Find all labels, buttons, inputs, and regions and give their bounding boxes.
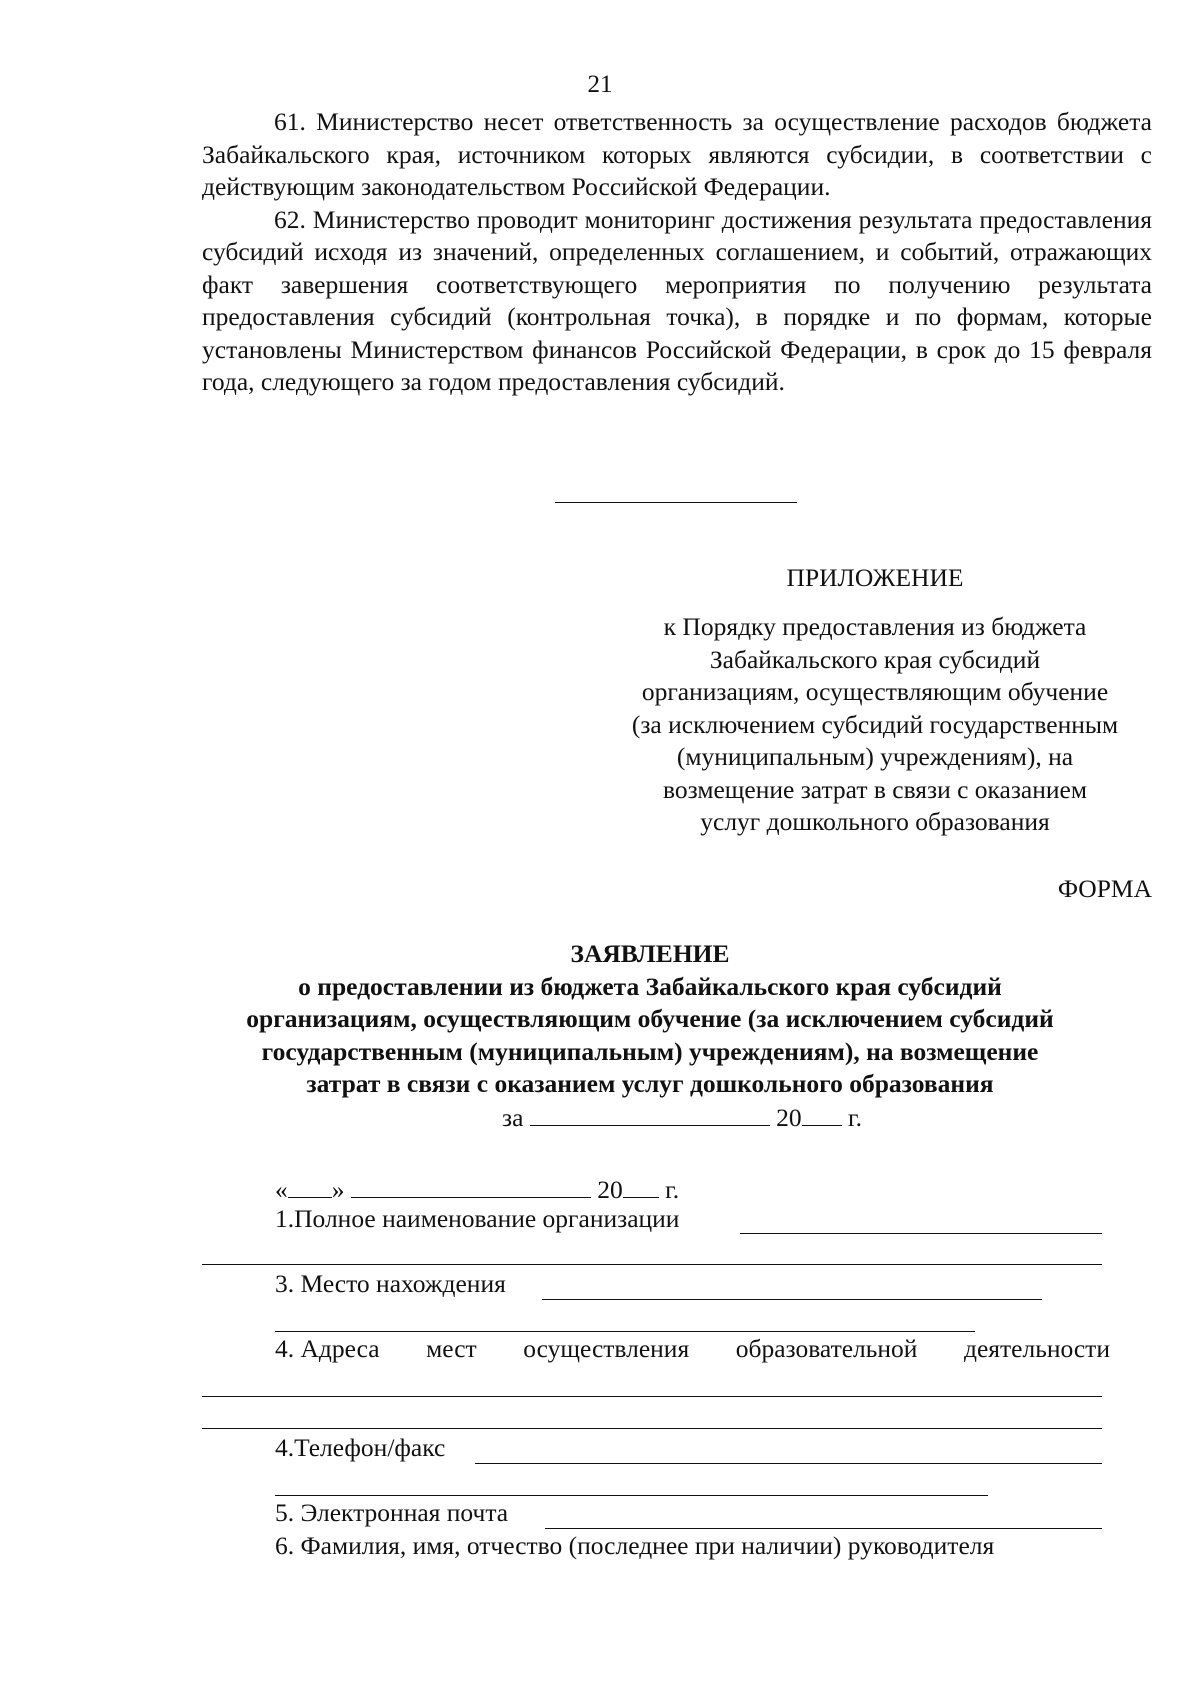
form-subtitle-line: о предоставлении из бюджета Забайкальского края субсидий (298, 971, 1002, 1001)
annex-line: к Порядку предоставления из бюджета (663, 612, 1087, 641)
field-1-label: 1.Полное наименование организации (275, 1204, 680, 1233)
field-1-blank[interactable] (740, 1233, 1102, 1234)
annex-reference (600, 611, 1150, 839)
field-4-addresses-blank-continued[interactable] (202, 1428, 1102, 1429)
field-3-blank[interactable] (542, 1299, 1042, 1300)
period-line (502, 1100, 862, 1135)
annex-line: возмещение затрат в связи с оказанием (663, 774, 1087, 804)
form-title: ЗАЯВЛЕНИЕ (570, 939, 730, 968)
period-prefix: за (502, 1103, 524, 1132)
paragraph-62: 62. Министерство проводит мониторинг достижения результата предоставления субсидий исходя из значений, определенных соглашением, и событий, отражающих факт завершения соответствующего мероприятия по получению результата предоставления субсидий (контрольная точка), в порядке и по формам, которые установлены Министерством финансов Российской Федерации, в срок до 15 февраля года, следующего за годом предоставления субсидий. (202, 204, 1152, 396)
field-phone-fax-label: 4.Телефон/факс (275, 1433, 446, 1462)
field-4-addresses-label (275, 1333, 1110, 1366)
page-number: 21 (587, 71, 613, 98)
form-subtitle-line: государственным (муниципальным) учреждениям), на возмещение (261, 1036, 1039, 1066)
field-4-word: мест (426, 1334, 477, 1363)
annex-line: (за исключением субсидий государственным (631, 709, 1119, 739)
period-year-prefix: 20 (776, 1103, 802, 1132)
field-1-blank-continued[interactable] (202, 1264, 1102, 1265)
date-open-quote: « (275, 1175, 288, 1204)
annex-title: ПРИЛОЖЕНИЕ (786, 563, 964, 592)
annex-line: (муниципальным) учреждениям), на (676, 742, 1074, 771)
annex-line: Забайкальского края субсидий (709, 644, 1041, 674)
date-month-blank[interactable] (351, 1172, 591, 1198)
date-line (275, 1172, 679, 1207)
paragraph-61: 61. Министерство несет ответственность за осуществление расходов бюджета Забайкальского края, источником которых являются субсидии, в соответствии с действующим законодательством Российской Федерации. (202, 107, 1152, 201)
field-4-word: 4. Адреса (275, 1334, 380, 1363)
form-subtitle-line: организациям, осуществляющим обучение (за исключением субсидий (246, 1004, 1054, 1033)
body-text (202, 106, 1152, 399)
field-3-label: 3. Место нахождения (275, 1269, 506, 1298)
field-5-email-blank[interactable] (545, 1528, 1102, 1529)
field-4-word: осуществления (523, 1334, 690, 1363)
field-phone-fax-blank[interactable] (475, 1463, 1102, 1464)
annex-line: организациям, осуществляющим обучение (641, 677, 1109, 706)
field-5-email-label: 5. Электронная почта (275, 1498, 509, 1527)
date-close-quote: » (331, 1175, 345, 1204)
period-month-blank[interactable] (530, 1100, 770, 1126)
period-year-blank[interactable] (802, 1100, 842, 1126)
annex-line: услуг дошкольного образования (700, 807, 1050, 836)
form-subtitle-line: затрат в связи с оказанием услуг дошкольного образования (306, 1069, 994, 1098)
field-4-word: деятельности (963, 1334, 1110, 1363)
field-3-blank-continued[interactable] (275, 1331, 975, 1332)
section-divider (555, 502, 797, 503)
field-4-word: образовательной (735, 1334, 918, 1363)
date-year-blank[interactable] (623, 1172, 659, 1198)
date-year-prefix: 20 (597, 1175, 623, 1204)
date-day-blank[interactable] (288, 1172, 332, 1198)
date-suffix: г. (665, 1175, 680, 1204)
field-phone-fax-blank-continued[interactable] (275, 1495, 988, 1496)
form-heading (150, 938, 1150, 1101)
form-label: ФОРМА (1057, 874, 1152, 903)
field-4-addresses-blank[interactable] (202, 1396, 1102, 1397)
field-6-head-name-label: 6. Фамилия, имя, отчество (последнее при наличии) руководителя (275, 1531, 995, 1560)
period-suffix: г. (848, 1103, 862, 1132)
